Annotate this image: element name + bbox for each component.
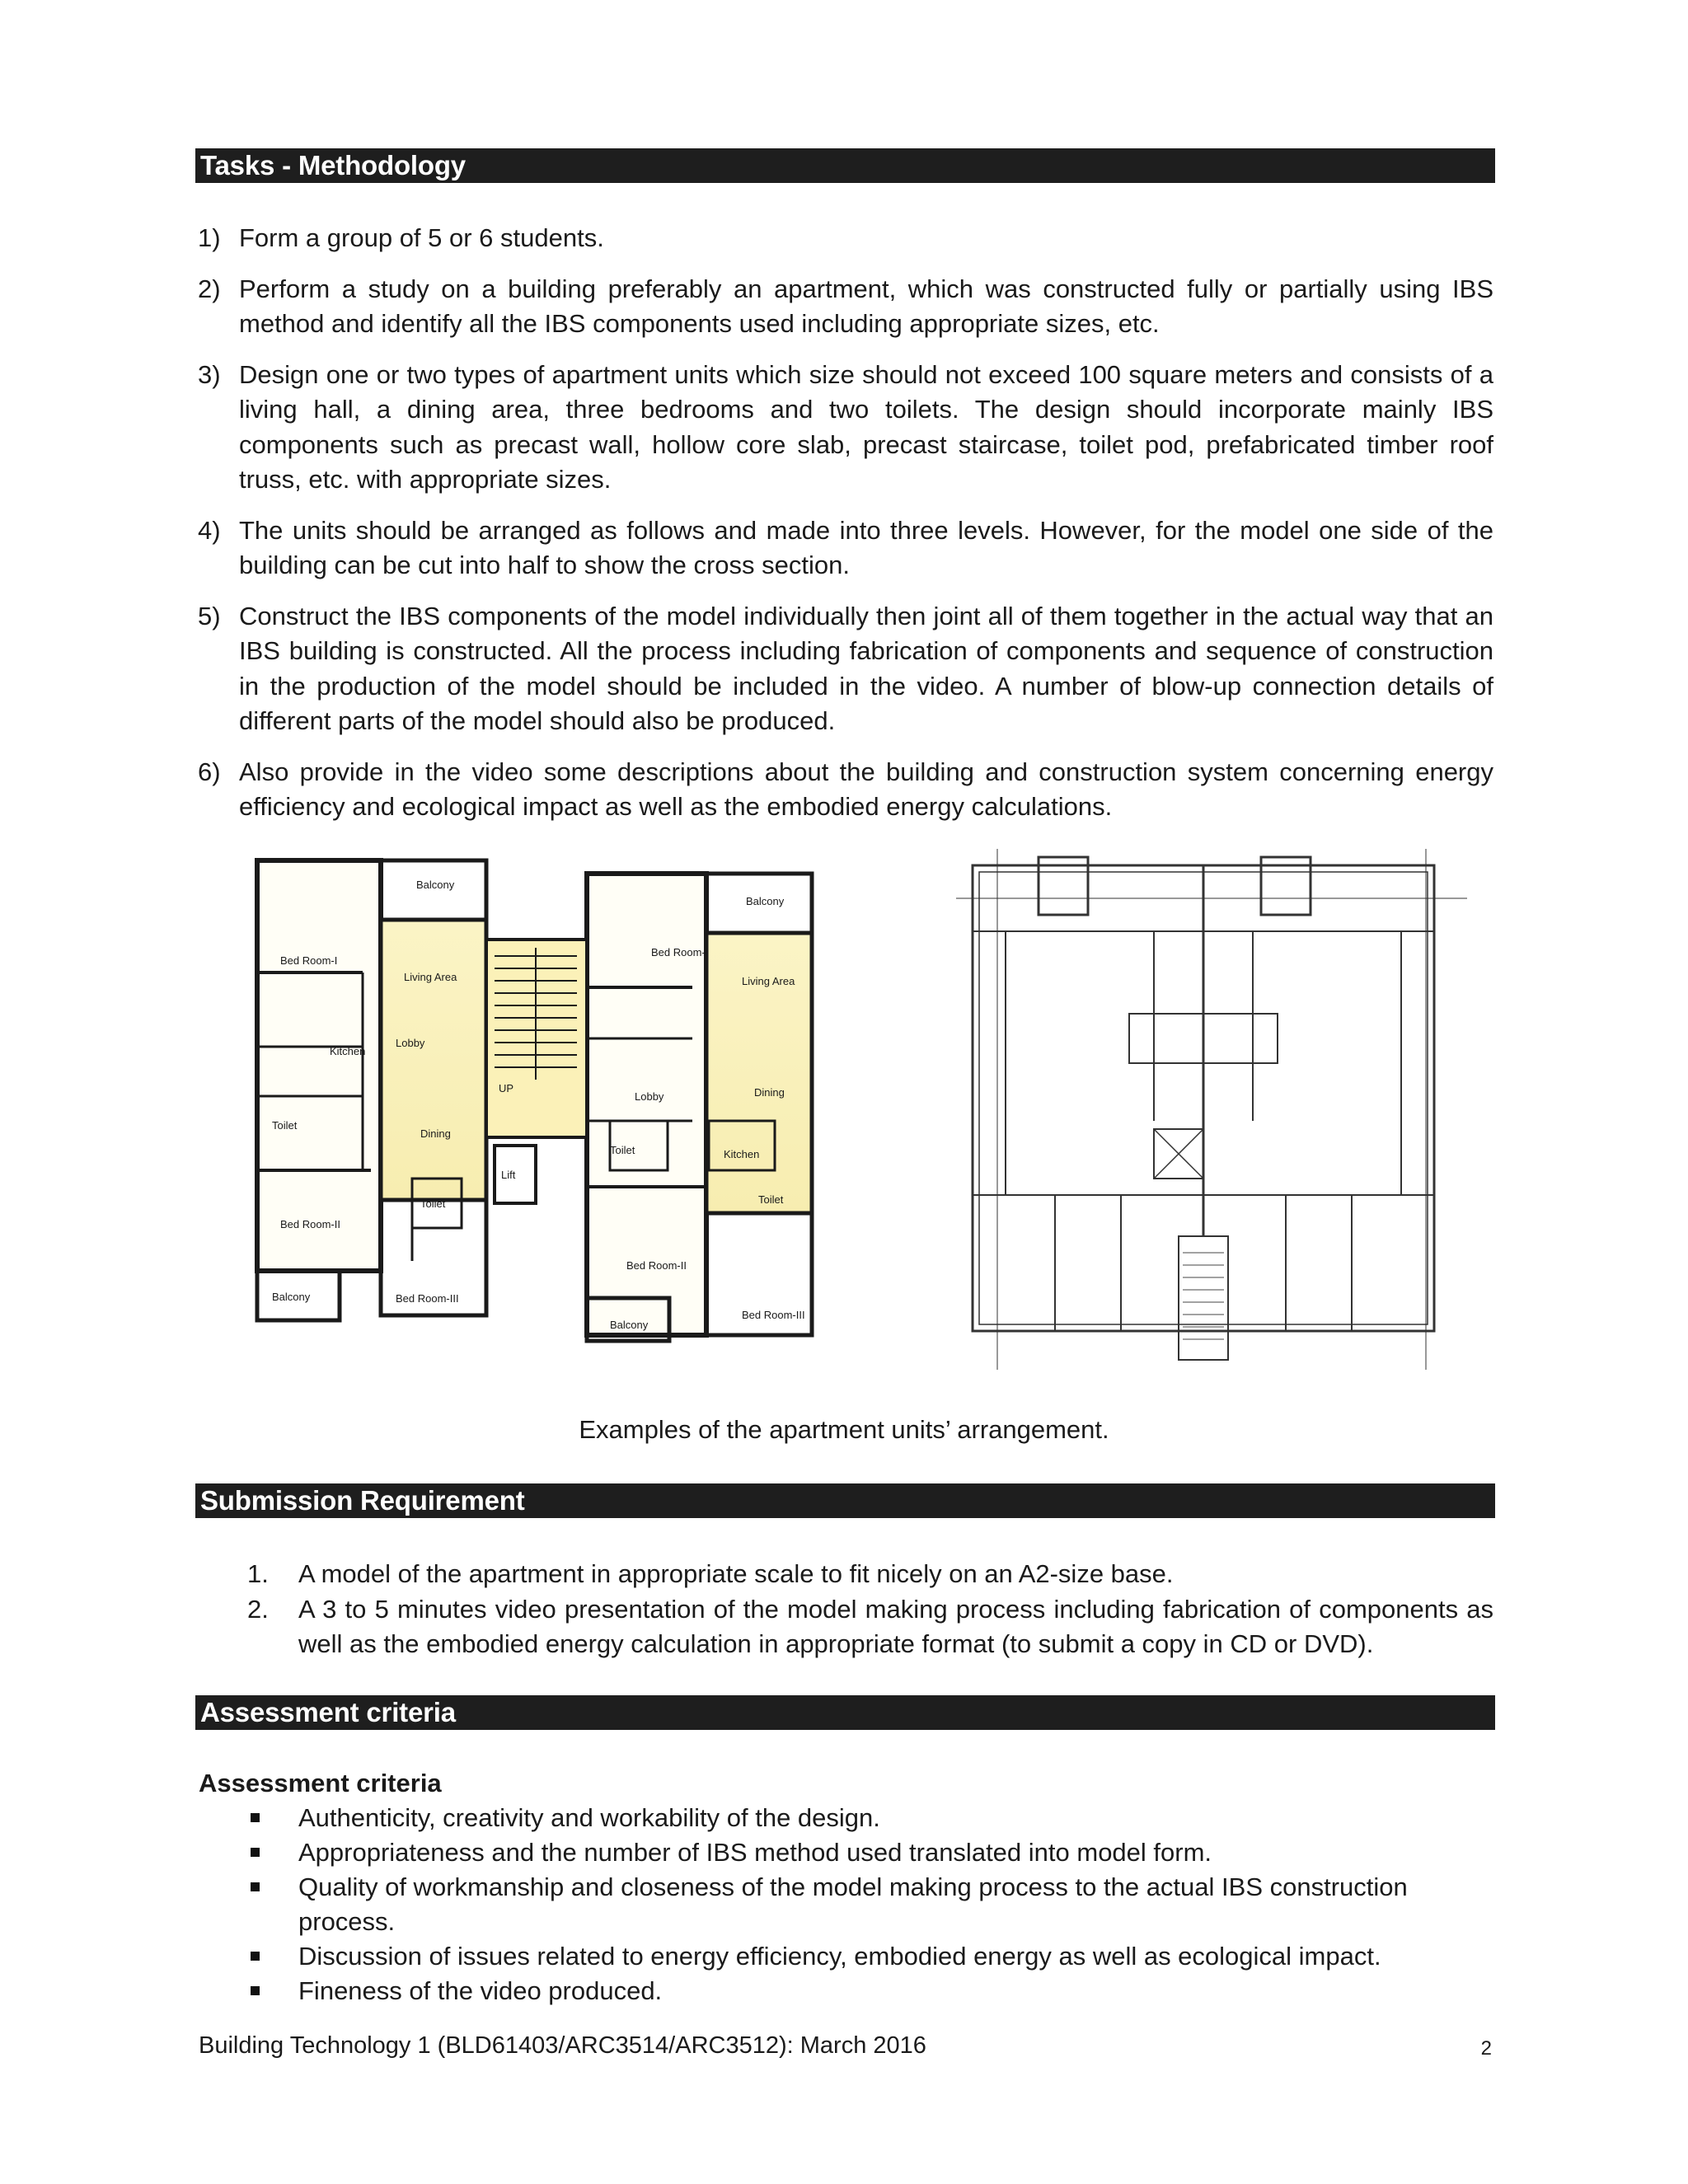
criteria-text: Fineness of the video produced. [298, 1976, 663, 2005]
room-label: Lift [501, 1169, 516, 1181]
criteria-item [247, 1870, 1493, 1939]
floor-plan-right [956, 849, 1467, 1370]
figure-caption: Examples of the apartment units’ arrangement. [579, 1415, 1109, 1444]
room-label: Living Area [404, 971, 457, 983]
room-label: Bed Room-I [651, 946, 709, 958]
task-item [198, 755, 1493, 825]
room-label: Bed Room-II [280, 1218, 340, 1230]
task-text: Construct the IBS components of the model individually then joint all of them together in the actual way that an IBS building is constructed. All the process including fabrication of components and sequence of construction in the production of the model should be included in the video. A number of blow-up connection details of different parts of the model should also be produced. [239, 601, 1493, 735]
bullet-icon [251, 1952, 260, 1961]
task-number: 6) [198, 757, 221, 786]
room-label: Living Area [742, 975, 795, 987]
assessment-heading: Assessment criteria [199, 1769, 442, 1797]
criteria-item [247, 1835, 1493, 1870]
task-text: The units should be arranged as follows and made into three levels. However, for the model one side of the building can be cut into half to show the cross section. [239, 515, 1493, 579]
criteria-text: Appropriateness and the number of IBS method used translated into model form. [298, 1838, 1212, 1867]
bullet-icon [251, 1882, 260, 1891]
section-header-tasks: Tasks - Methodology [195, 148, 1495, 183]
room-label: Dining [754, 1086, 785, 1099]
room-label: Lobby [396, 1037, 425, 1049]
submission-list [247, 1557, 1493, 1662]
room-label: Dining [420, 1127, 451, 1140]
task-number: 5) [198, 601, 221, 630]
bullet-icon [251, 1986, 260, 1995]
task-number: 4) [198, 515, 221, 545]
floor-plan-right-drawing [956, 849, 1467, 1370]
task-number: 2) [198, 274, 221, 303]
task-text: Also provide in the video some descriptions about the building and construction system concerning energy efficiency and ecological impact as well as the embodied energy calculations. [239, 757, 1493, 821]
room-label: Bed Room-I [280, 954, 338, 967]
room-label: Balcony [610, 1319, 649, 1331]
room-label: Toilet [610, 1144, 635, 1156]
task-text: Design one or two types of apartment units which size should not exceed 100 square meters and consists of a living hall, a dining area, three bedrooms and two toilets. The design should incorporate mainly IBS components such as precast wall, hollow core slab, precast staircase, toilet pod, prefabricated timber roof truss, etc. with appropriate sizes. [239, 359, 1493, 494]
task-item [198, 358, 1493, 498]
room-label: Bed Room-II [626, 1259, 687, 1272]
criteria-item [247, 1939, 1493, 1974]
criteria-text: Authenticity, creativity and workability of the design. [298, 1803, 880, 1832]
criteria-item [247, 1801, 1493, 1835]
room-label: Toilet [420, 1197, 446, 1210]
floor-plan-left-drawing [247, 849, 824, 1370]
room-label: Balcony [746, 895, 785, 907]
room-label: Toilet [272, 1119, 298, 1132]
task-text: Form a group of 5 or 6 students. [239, 223, 604, 252]
room-label: UP [499, 1082, 514, 1094]
criteria-text: Discussion of issues related to energy efficiency, embodied energy as well as ecological impact. [298, 1942, 1381, 1971]
room-label: Kitchen [724, 1148, 760, 1160]
room-label: Balcony [416, 879, 455, 891]
room-label: Toilet [758, 1193, 784, 1206]
submission-item [247, 1592, 1493, 1662]
task-item [198, 513, 1493, 583]
task-number: 1) [198, 223, 221, 252]
task-item [198, 272, 1493, 342]
footer-page-number: 2 [1480, 2037, 1492, 2060]
task-list [198, 221, 1493, 841]
criteria-text: Quality of workmanship and closeness of the model making process to the actual IBS construction process. [298, 1872, 1408, 1936]
room-label: Lobby [635, 1090, 664, 1103]
task-item [198, 221, 1493, 256]
criteria-list [247, 1801, 1493, 2008]
submission-text: A 3 to 5 minutes video presentation of the model making process including fabrication of components as well as the embodied energy calculation in appropriate format (to submit a copy in CD or DVD). [298, 1594, 1493, 1658]
bullet-icon [251, 1813, 260, 1822]
submission-number: 1. [247, 1559, 269, 1588]
criteria-item [247, 1974, 1493, 2008]
section-header-assessment: Assessment criteria [195, 1695, 1495, 1730]
submission-number: 2. [247, 1594, 269, 1624]
submission-item [247, 1557, 1493, 1592]
task-text: Perform a study on a building preferably an apartment, which was constructed fully or partially using IBS method and identify all the IBS components used including appropriate sizes, etc. [239, 274, 1493, 338]
task-number: 3) [198, 359, 221, 389]
room-label: Bed Room-III [742, 1309, 805, 1321]
task-item [198, 599, 1493, 739]
footer-course: Building Technology 1 (BLD61403/ARC3514/ARC3512): March 2016 [199, 2032, 926, 2059]
room-label: Kitchen [330, 1045, 366, 1057]
floor-plan-left [247, 849, 824, 1370]
submission-text: A model of the apartment in appropriate scale to fit nicely on an A2-size base. [298, 1559, 1174, 1588]
section-header-submission: Submission Requirement [195, 1483, 1495, 1518]
bullet-icon [251, 1848, 260, 1857]
room-label: Balcony [272, 1291, 311, 1303]
room-label: Bed Room-III [396, 1292, 459, 1305]
